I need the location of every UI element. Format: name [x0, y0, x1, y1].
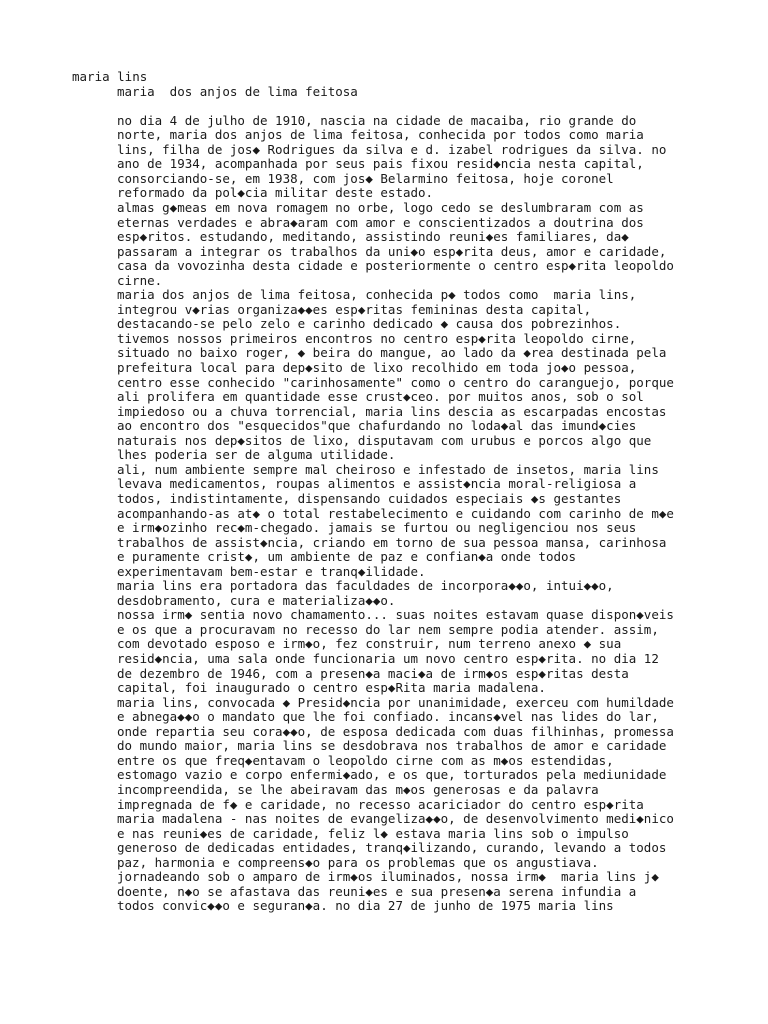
body-text-line: e puramente crist◆, um ambiente de paz e confian◆a onde todos	[117, 549, 577, 565]
body-text-line: e os que a procuravam no recesso do lar nem sempre podia atender. assim,	[117, 621, 659, 637]
body-text-line: ali prolifera em quantidade esse crust◆ceo. por muitos anos, sob o sol	[117, 389, 644, 405]
body-text-line: centro esse conhecido "carinhosamente" como o centro do caranguejo, porque	[117, 374, 674, 390]
body-text-line: capital, foi inaugurado o centro esp◆Rita maria madalena.	[117, 680, 546, 696]
body-text-line: generoso de dedicadas entidades, tranq◆ilizando, curando, levando a todos	[117, 840, 667, 856]
body-text-line: maria lins, convocada ◆ Presid◆ncia por unanimidade, exerceu com humildade	[117, 694, 674, 710]
body-text-line: passaram a integrar os trabalhos da uni◆o esp◆rita deus, amor e caridade,	[117, 243, 667, 259]
body-text-line: destacando-se pelo zelo e carinho dedicado ◆ causa dos pobrezinhos.	[117, 316, 622, 332]
body-text-line: com devotado esposo e irm◆o, fez construir, num terreno anexo ◆ sua	[117, 636, 622, 652]
document-subtitle: maria dos anjos de lima feitosa	[117, 83, 358, 99]
body-text-line: almas g◆meas em nova romagem no orbe, logo cedo se deslumbraram com as	[117, 199, 644, 215]
body-text-line: ao encontro dos "esquecidos"que chafurdando no loda◆al das imund◆cies	[117, 418, 637, 434]
body-text-line: desdobramento, cura e materializa◆◆o.	[117, 592, 396, 608]
body-text-line: resid◆ncia, uma sala onde funcionaria um novo centro esp◆rita. no dia 12	[117, 651, 659, 666]
body-text-line: lhes poderia ser de alguma utilidade.	[117, 447, 396, 463]
body-text-line: levava medicamentos, roupas alimentos e assist◆ncia moral-religiosa a	[117, 476, 637, 492]
body-text-line: tivemos nossos primeiros encontros no centro esp◆rita leopoldo cirne,	[117, 330, 637, 346]
body-text-line: casa da vovozinha desta cidade e posteriormente o centro esp◆rita leopoldo	[117, 258, 674, 274]
body-text-line: ali, num ambiente sempre mal cheiroso e infestado de insetos, maria lins	[117, 461, 659, 477]
body-text-line: doente, n◆o se afastava das reuni◆es e sua presen◆a serena infundia a	[117, 883, 637, 899]
body-text-line: todos, indistintamente, dispensando cuidados especiais ◆s gestantes	[117, 490, 622, 506]
body-text-line: de dezembro de 1946, com a presen◆a maci◆a de irm◆os esp◆ritas desta	[117, 665, 629, 681]
body-text-line: ano de 1934, acompanhada por seus pais fixou resid◆ncia nesta capital,	[117, 156, 644, 172]
body-text-line: impregnada de f◆ e caridade, no recesso acariciador do centro esp◆rita	[117, 796, 644, 812]
body-text-line: todos convic◆◆o e seguran◆a. no dia 27 de junho de 1975 maria lins	[117, 898, 614, 914]
body-text-line: norte, maria dos anjos de lima feitosa, conhecida por todos como maria	[117, 127, 644, 143]
document-title: maria lins	[72, 69, 148, 84]
body-text-line: e nas reuni◆es de caridade, feliz l◆ estava maria lins sob o impulso	[117, 825, 629, 841]
body-text-line: impiedoso ou a chuva torrencial, maria lins descia as escarpadas encostas	[117, 403, 667, 419]
body-text-line: e abnega◆◆o o mandato que lhe foi confiado. incans◆vel nas lides do lar,	[117, 709, 659, 725]
body-text-line: reformado da pol◆cia militar deste estado.	[117, 185, 434, 201]
body-text-line: lins, filha de jos◆ Rodrigues da silva e d. izabel rodrigues da silva. no	[117, 141, 667, 157]
body-text-line: nossa irm◆ sentia novo chamamento... suas noites estavam quase dispon◆veis	[117, 607, 674, 623]
body-text-line: entre os que freq◆entavam o leopoldo cirne com as m◆os estendidas,	[117, 752, 614, 768]
body-text-line: naturais nos dep◆sitos de lixo, disputavam com urubus e porcos algo que	[117, 432, 652, 448]
body-text-line: maria madalena - nas noites de evangeliza◆◆o, de desenvolvimento medi◆nico	[117, 811, 674, 827]
body-text-line: integrou v◆rias organiza◆◆es esp◆ritas femininas desta capital,	[117, 301, 592, 317]
body-text-line: prefeitura local para dep◆sito de lixo recolhido em toda jo◆o pessoa,	[117, 360, 637, 375]
body-text-line: maria dos anjos de lima feitosa, conhecida p◆ todos como maria lins,	[117, 287, 637, 303]
body-text-line: esp◆ritos. estudando, meditando, assistindo reuni◆es familiares, da◆	[117, 229, 629, 245]
body-text-line: no dia 4 de julho de 1910, nascia na cidade de macaiba, rio grande do	[117, 112, 637, 128]
body-text-line: cirne.	[117, 272, 163, 288]
body-text-line: do mundo maior, maria lins se desdobrava nos trabalhos de amor e caridade	[117, 738, 667, 754]
body-text-line: consorciando-se, em 1938, com jos◆ Belarmino feitosa, hoje coronel	[117, 170, 614, 186]
body-text-line: maria lins era portadora das faculdades de incorpora◆◆o, intui◆◆o,	[117, 578, 614, 594]
body-text-line: experimentavam bem-estar e tranq◆ilidade.	[117, 563, 426, 579]
body-text-line: incompreendida, se lhe abeiravam das m◆os generosas e da palavra	[117, 781, 599, 797]
body-text-line: eternas verdades e abra◆aram com amor e conscientizados a doutrina dos	[117, 214, 644, 230]
body-text-line: onde repartia seu cora◆◆o, de esposa dedicada com duas filhinhas, promessa	[117, 723, 674, 739]
body-text-line: trabalhos de assist◆ncia, criando em torno de sua pessoa mansa, carinhosa	[117, 534, 667, 550]
body-text-line: situado no baixo roger, ◆ beira do mangue, ao lado da ◆rea destinada pela	[117, 345, 667, 361]
body-text-line: e irm◆ozinho rec◆m-chegado. jamais se furtou ou negligenciou nos seus	[117, 520, 637, 536]
body-text-line: paz, harmonia e compreens◆o para os problemas que os angustiava.	[117, 854, 599, 870]
body-text-line: acompanhando-as at◆ o total restabelecimento e cuidando com carinho de m◆e	[117, 505, 674, 521]
body-text-line: estomago vazio e corpo enfermi◆ado, e os que, torturados pela mediunidade	[117, 767, 667, 783]
body-text-line: jornadeando sob o amparo de irm◆os iluminados, nossa irm◆ maria lins j◆	[117, 869, 659, 885]
